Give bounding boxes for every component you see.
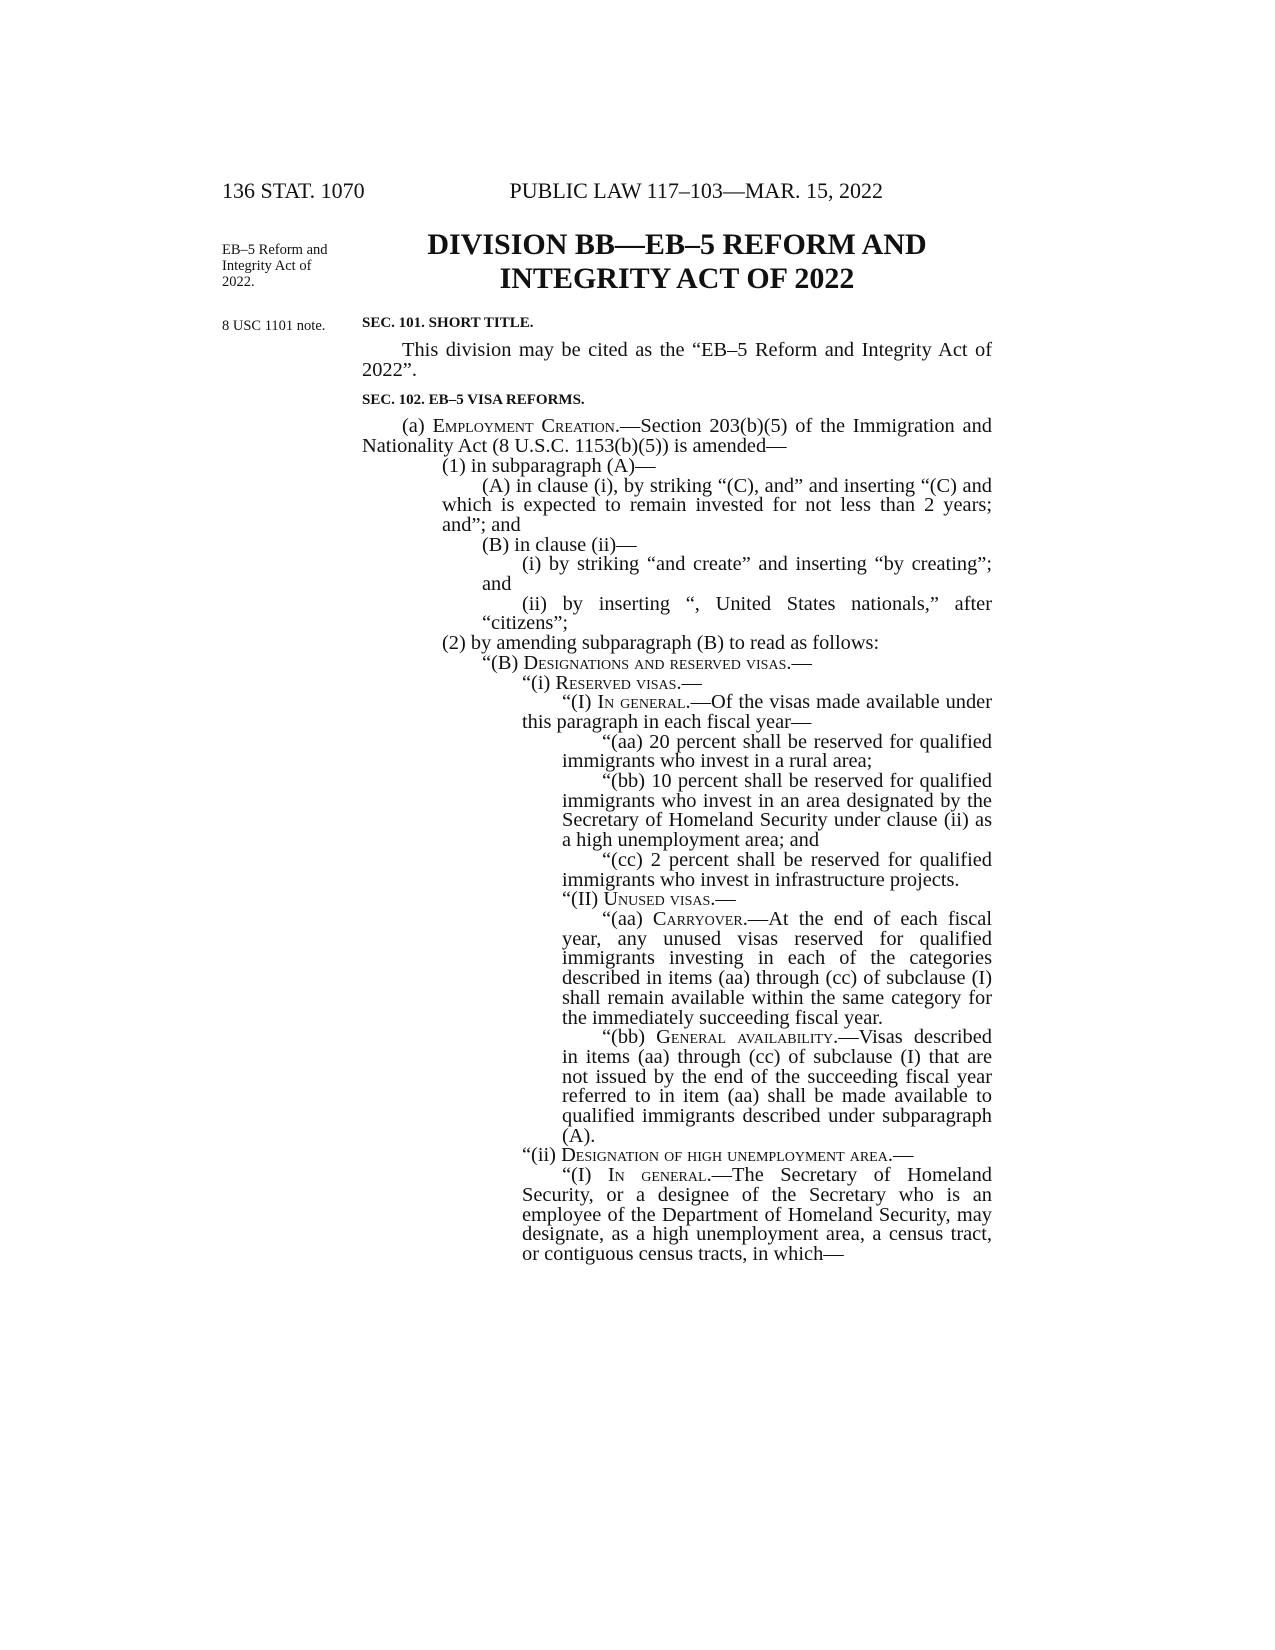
item-cc: “(cc) 2 percent shall be reserved for qualified immigrants who invest in infrastructure projects.	[562, 848, 992, 891]
paragraph-2: (2) by amending subparagraph (B) to read as follows:	[442, 632, 880, 655]
paragraph-1-B-i: (i) by striking “and create” and inserting “by creating”; and	[482, 553, 992, 596]
subsection-a: (a) Employment Creation.—Section 203(b)(5) of the Immigration and Nationality Act (8 U.S.C. 1153(b)(5)) is amended—	[362, 415, 992, 458]
running-header	[222, 178, 883, 210]
item-general-availability: “(bb) General availability.—Visas described in items (aa) through (cc) of subclause (I) that are not issued by the end of the succeeding fiscal year referred to in item (aa) shall be made available to qualified immigrants described under subparagraph (A).	[562, 1026, 992, 1147]
margin-note-short-title: EB–5 Reform and Integrity Act of 2022.	[222, 242, 328, 290]
clause-ii: “(ii) Designation of high unemployment area.—	[522, 1144, 914, 1167]
section-101-heading: SEC. 101. SHORT TITLE.	[362, 315, 534, 331]
subparagraph-B: “(B) Designations and reserved visas.—	[482, 651, 812, 674]
paragraph-1-B: (B) in clause (ii)—	[482, 533, 637, 556]
paragraph-1-B-ii: (ii) by inserting “, United States nationals,” after “citizens”;	[482, 592, 992, 635]
paragraph-1: (1) in subparagraph (A)—	[442, 454, 656, 477]
clause-i: “(i) Reserved visas.—	[522, 671, 702, 694]
item-bb: “(bb) 10 percent shall be reserved for qualified immigrants who invest in an area designated by the Secretary of Homeland Security under clause (ii) as a high unemployment area; and	[562, 770, 992, 852]
subsection-a-heading: Employment Creation	[432, 415, 615, 438]
section-102-heading: SEC. 102. EB–5 VISA REFORMS.	[362, 392, 585, 409]
public-law-citation: PUBLIC LAW 117–103—MAR. 15, 2022	[509, 178, 883, 203]
division-title	[362, 228, 992, 296]
clause-ii-subclause-I: “(I) In general.—The Secretary of Homeland Security, or a designee of the Secretary who is an employee of the Department of Homeland Security, may designate, as a high unemployment area, a census tract, or contiguous census tracts, in which—	[522, 1164, 993, 1265]
division-title-line1: DIVISION BB—EB–5 REFORM AND	[427, 228, 927, 261]
subclause-I: “(I) In general.—Of the visas made available under this paragraph in each fiscal year—	[522, 691, 992, 733]
subclause-II: “(II) Unused visas.—	[562, 888, 736, 911]
section-101-text: This division may be cited as the “EB–5 Reform and Integrity Act of 2022”.	[362, 339, 992, 381]
margin-note-usc: 8 USC 1101 note.	[222, 318, 326, 334]
paragraph-1-A: (A) in clause (i), by striking “(C), and” and inserting “(C) and which is expected to remain invested for not less than 2 years; and”; and	[442, 474, 992, 536]
division-title-line2: INTEGRITY ACT OF 2022	[499, 262, 855, 295]
item-carryover: “(aa) Carryover.—At the end of each fiscal year, any unused visas reserved for qualified immigrants investing in each of the categories described in items (aa) through (cc) of subclause (I) shall remain available within the same category for the immediately succeeding fiscal year.	[562, 907, 992, 1029]
document-body	[362, 314, 992, 1265]
item-aa: “(aa) 20 percent shall be reserved for qualified immigrants who invest in a rural area;	[562, 730, 992, 773]
statute-page-number: 136 STAT. 1070	[222, 178, 365, 203]
